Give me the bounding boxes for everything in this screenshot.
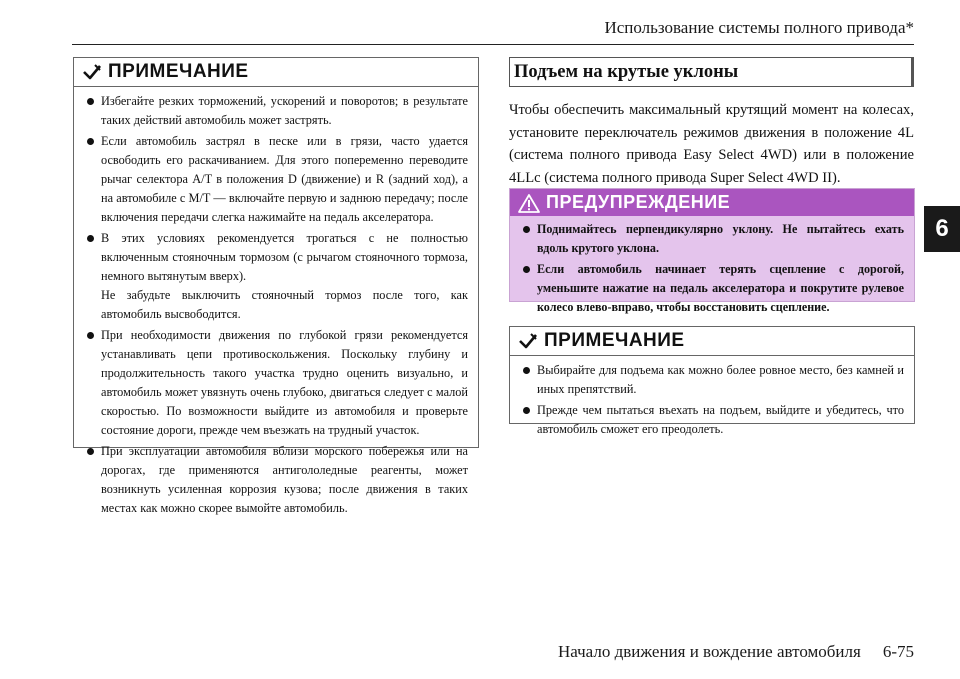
warning-title-label: ПРЕДУПРЕЖДЕНИЕ	[546, 192, 731, 212]
note-item: В этих условиях рекомендуется трогаться с не полностью включенным стояночным тормозом (с рычагом стояночного тормоза, немного вытянутым вверх). Не забудьте выключить стояночный тормоз после того, как автомобиль высвободится.	[86, 229, 468, 324]
note-item: Избегайте резких торможений, ускорений и поворотов; в результате таких действий автомобиль может застрять.	[86, 92, 468, 130]
pencil-icon	[518, 332, 538, 350]
section-heading: Подъем на крутые уклоны	[509, 57, 914, 87]
page-footer	[558, 642, 914, 662]
warning-triangle-icon	[518, 193, 540, 213]
chapter-tab[interactable]: 6	[924, 206, 960, 252]
note-item: Если автомобиль застрял в песке или в грязи, часто удается освободить его раскачиванием. Для этого попеременно переводите рычаг селектора A/T в положения D (движение) и R (задний ход), а на автомобиле с M/T — включайте первую и заднюю передачу; после включения передачи слегка нажимайте на педаль акселератора.	[86, 132, 468, 227]
note-title-label: ПРИМЕЧАНИЕ	[544, 330, 685, 351]
page-header-title: Использование системы полного привода*	[604, 18, 914, 37]
page-number: 6-75	[882, 642, 914, 661]
warning-box	[509, 188, 915, 314]
note-item: При необходимости движения по глубокой грязи рекомендуется устанавливать цепи противоскольжения. Поскольку глубину и продолжительность такого участка трудно оценить визуально, и автомобиль может увязнуть очень глубоко, двигаться следует с малой скоростью. По возможности выйдите из автомобиля и проверьте состояние дороги, прежде чем въезжать на трудный участок.	[86, 326, 468, 440]
note-item: Прежде чем пытаться въехать на подъем, выйдите и убедитесь, что автомобиль сможет его преодолеть.	[522, 401, 904, 439]
note-title-right	[510, 327, 914, 356]
warning-item: Если автомобиль начинает терять сцепление с дорогой, уменьшите нажатие на педаль акселератора и покрутите рулевое колесо влево-вправо, чтобы восстановить сцепление.	[522, 260, 904, 317]
note-item: При эксплуатации автомобиля вблизи морского побережья или на дорогах, где применяются антигололедные реагенты, может возникнуть усиленная коррозия кузова; после движения в таких местах как можно скорее вымойте автомобиль.	[86, 442, 468, 518]
warning-title	[510, 189, 914, 216]
section-body: Чтобы обеспечить максимальный крутящий момент на колесах, установите переключатель режимов движения в положение 4L (система полного привода Easy Select 4WD) или в положение 4LLc (система полного привода Super Select 4WD II).	[509, 102, 914, 186]
warning-list	[510, 216, 914, 325]
note-title-label: ПРИМЕЧАНИЕ	[108, 61, 249, 82]
header-rule	[72, 44, 914, 45]
pencil-icon	[82, 63, 102, 81]
note-subtext: Не забудьте выключить стояночный тормоз после того, как автомобиль высвободится.	[101, 288, 468, 321]
note-list-right	[510, 356, 914, 447]
note-box-right	[509, 326, 915, 436]
footer-section-title: Начало движения и вождение автомобиля	[557, 642, 861, 661]
warning-item: Поднимайтесь перпендикулярно уклону. Не пытайтесь ехать вдоль крутого уклона.	[522, 220, 904, 258]
note-item: Выбирайте для подъема как можно более ровное место, без камней и иных препятствий.	[522, 361, 904, 399]
note-box-left	[73, 57, 479, 515]
note-list-left	[74, 87, 478, 526]
note-title-left	[74, 58, 478, 87]
